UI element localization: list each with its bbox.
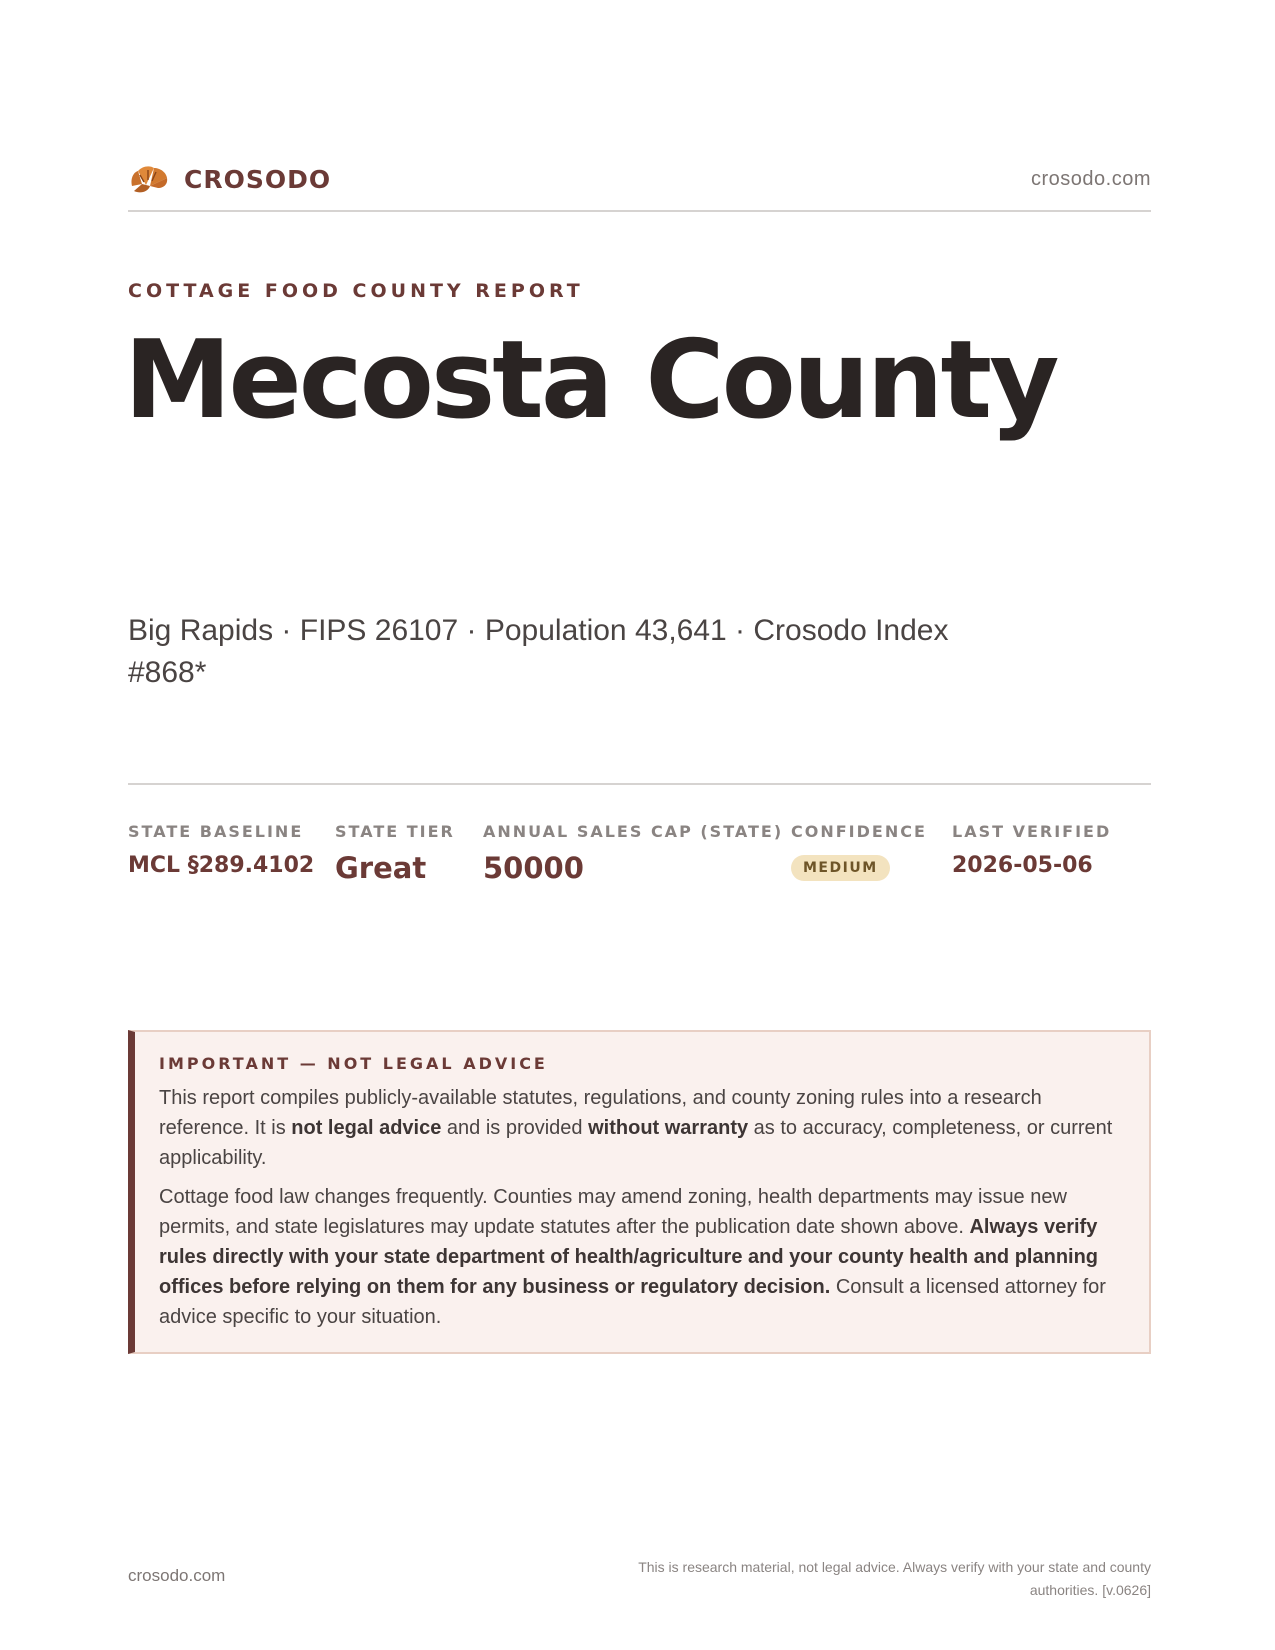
brand[interactable] — [128, 160, 331, 198]
notice-emphasis: Always verify rules directly with your state department of health/agriculture and your county health and planning offices before relying on them for any business or regulatory decision. — [159, 1216, 1099, 1298]
notice-text: and is provided — [441, 1117, 589, 1139]
stat-value: 50000 — [483, 851, 584, 885]
stat-value: 2026-05-06 — [952, 853, 1093, 878]
stat-label: LAST VERIFIED — [952, 822, 1112, 841]
stat-sales-cap — [483, 822, 783, 885]
stat-value: Great — [335, 851, 427, 885]
stat-label: CONFIDENCE — [791, 822, 927, 841]
legal-notice — [128, 1030, 1151, 1354]
notice-text: Cottage food law changes frequently. Counties may amend zoning, health departments may issue new permits, and state legislatures may update statutes after the publication date shown above. — [159, 1186, 1067, 1238]
footer-site-url[interactable]: crosodo.com — [128, 1566, 226, 1585]
notice-heading: IMPORTANT — NOT LEGAL ADVICE — [159, 1054, 548, 1073]
notice-emphasis: not legal advice — [291, 1117, 442, 1139]
stat-label: ANNUAL SALES CAP (STATE) — [483, 822, 784, 841]
stat-last-verified — [952, 822, 1111, 878]
stat-state-baseline — [128, 822, 314, 878]
divider — [128, 783, 1151, 785]
croissant-icon — [128, 160, 170, 198]
notice-paragraph — [159, 1083, 1123, 1173]
stat-label: STATE BASELINE — [128, 822, 304, 841]
page-header — [128, 160, 1151, 212]
site-url[interactable]: crosodo.com — [1031, 168, 1151, 190]
footer-disclaimer: This is research material, not legal advice. Always verify with your state and county authorities. [v.0626] — [638, 1559, 1151, 1598]
notice-emphasis: without warranty — [588, 1117, 749, 1139]
brand-name: CROSODO — [184, 164, 332, 194]
notice-paragraph — [159, 1182, 1123, 1332]
stat-confidence — [791, 822, 927, 881]
page-title: Mecosta County — [124, 318, 1057, 443]
stat-label: STATE TIER — [335, 822, 455, 841]
stat-state-tier — [335, 822, 455, 885]
notice-text: This report compiles publicly-available statutes, regulations, and county zoning rules into a research reference. It is — [159, 1087, 1042, 1139]
notice-text: as to accuracy, completeness, or current applicability. — [159, 1117, 1113, 1169]
confidence-badge: MEDIUM — [791, 855, 890, 881]
notice-text: Consult a licensed attorney for advice specific to your situation. — [159, 1276, 1106, 1328]
report-eyebrow: COTTAGE FOOD COUNTY REPORT — [128, 280, 584, 302]
stat-value: MCL §289.4102 — [128, 853, 315, 878]
report-subtitle: Big Rapids · FIPS 26107 · Population 43,641 · Crosodo Index #868* — [128, 614, 949, 689]
